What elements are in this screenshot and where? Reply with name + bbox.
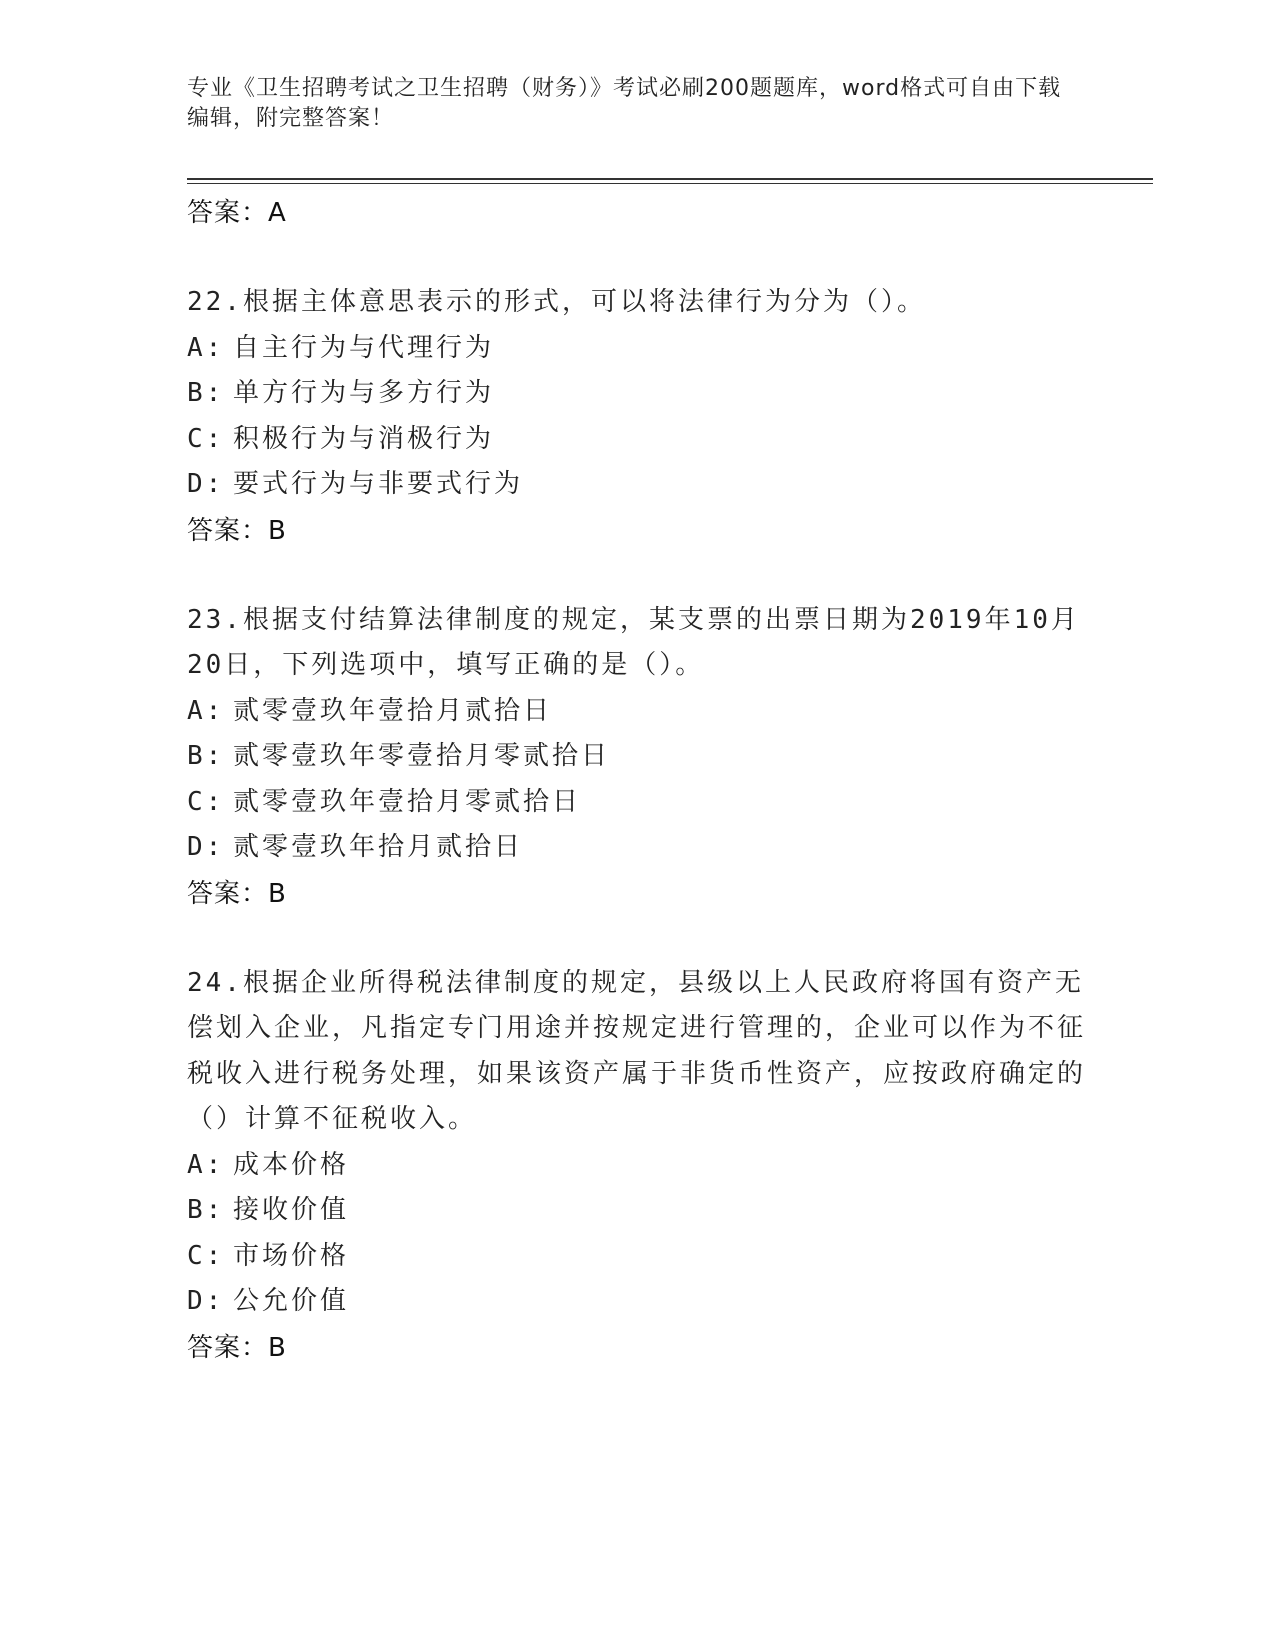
answer-line: 答案：B — [187, 1332, 287, 1363]
option-text: 市场价格 — [233, 1240, 350, 1271]
document-header-title: 专业《卫生招聘考试之卫生招聘（财务）》考试必刷200题题库，word格式可自由下载编辑，附完整答案！ — [187, 76, 1062, 131]
option-a — [187, 1143, 1087, 1189]
option-a — [187, 326, 1087, 372]
option-c — [187, 780, 1087, 826]
answer-line: 答案：A — [187, 198, 287, 228]
option-letter: A: — [187, 332, 225, 363]
option-letter: D: — [187, 469, 225, 499]
option-text: 公允价值 — [233, 1286, 350, 1316]
header-divider — [187, 178, 1153, 180]
option-letter: D: — [187, 1286, 225, 1316]
answer-line: 答案：B — [187, 878, 287, 909]
answer-line: 答案：B — [187, 515, 287, 546]
header-divider-thin — [187, 183, 1153, 184]
option-text: 接收价值 — [233, 1195, 350, 1225]
option-c — [187, 1234, 1087, 1280]
option-text: 积极行为与消极行为 — [233, 423, 495, 454]
option-text: 成本价格 — [233, 1149, 350, 1180]
question-list — [187, 190, 1087, 1371]
question-stem: 23.根据支付结算法律制度的规定，某支票的出票日期为2019年10月20日，下列选项中，填写正确的是（）。 — [187, 604, 1080, 680]
option-b — [187, 734, 1087, 780]
option-letter: D: — [187, 832, 225, 862]
question-stem: 22.根据主体意思表示的形式，可以将法律行为分为（）。 — [187, 287, 926, 317]
option-letter: B: — [187, 741, 225, 771]
option-text: 贰零壹玖年零壹拾月零贰拾日 — [233, 741, 611, 771]
option-d — [187, 825, 1087, 871]
option-text: 贰零壹玖年拾月贰拾日 — [233, 832, 524, 862]
option-text: 自主行为与代理行为 — [233, 332, 495, 363]
option-text: 单方行为与多方行为 — [233, 378, 495, 408]
option-letter: B: — [187, 1195, 225, 1225]
option-letter: C: — [187, 786, 225, 817]
option-d — [187, 462, 1087, 508]
option-text: 贰零壹玖年壹拾月零贰拾日 — [233, 786, 582, 817]
option-b — [187, 371, 1087, 417]
option-b — [187, 1188, 1087, 1234]
option-letter: C: — [187, 1240, 225, 1271]
option-letter: B: — [187, 378, 225, 408]
option-letter: C: — [187, 423, 225, 454]
option-a — [187, 689, 1087, 735]
option-c — [187, 417, 1087, 463]
question-stem: 24.根据企业所得税法律制度的规定，县级以上人民政府将国有资产无偿划入企业，凡指定专门用途并按规定进行管理的，企业可以作为不征税收入进行税务处理，如果该资产属于非货币性资产，应按政府确定的（）计算不征税收入。 — [187, 967, 1087, 1134]
option-letter: A: — [187, 695, 225, 726]
option-text: 要式行为与非要式行为 — [233, 469, 524, 499]
option-d — [187, 1279, 1087, 1325]
option-text: 贰零壹玖年壹拾月贰拾日 — [233, 695, 553, 726]
option-letter: A: — [187, 1149, 225, 1180]
